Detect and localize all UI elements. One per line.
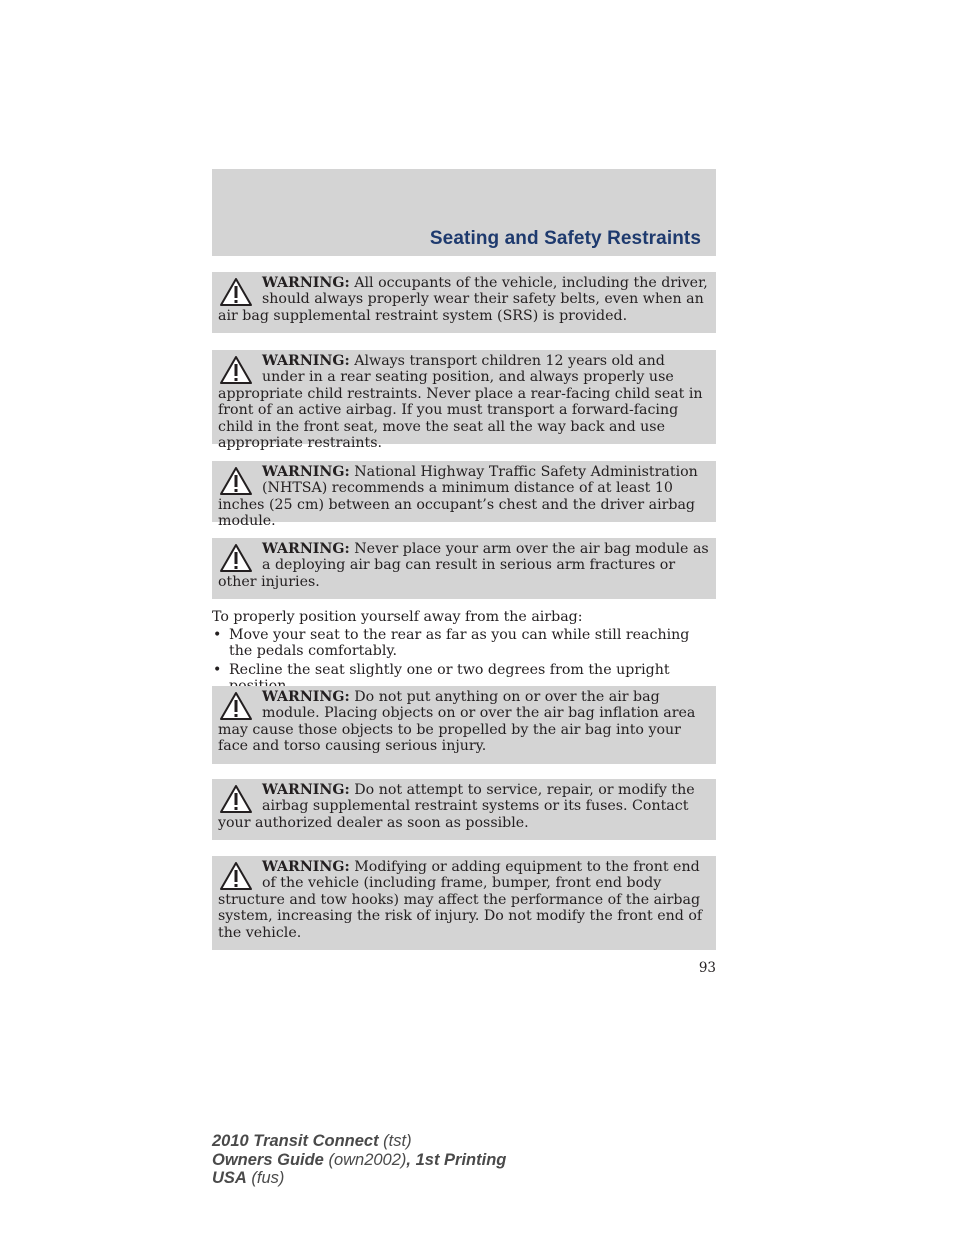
warning-triangle-icon [219,861,253,891]
warning-label: WARNING: [262,689,350,705]
warning-label: WARNING: [262,464,350,480]
warning-text: National Highway Traffic Safety Administration (NHTSA) recommends a minimum distance of at least 10 inches (25 cm) between an occupant’s chest and the driver airbag module. [218,464,698,530]
warning-text: Always transport children 12 years old and under in a rear seating position, and always properly use appropriate child restraints. Never place a rear-facing child seat in front of an active airbag. If you must transport a forward-facing child in the front seat, move the seat all the way back and use appropriate restraints. [218,353,703,452]
warning-text: Never place your arm over the air bag module as a deploying air bag can result in serious arm fractures or other injuries. [218,541,709,590]
warning-text: All occupants of the vehicle, including the driver, should always properly wear their safety belts, even when an air bag supplemental restraint system (SRS) is provided. [218,275,708,324]
warning-triangle-icon [219,355,253,385]
warning-label: WARNING: [262,353,350,369]
warning-box [212,779,716,840]
warning-box [212,461,716,530]
warning-text: Do not put anything on or over the air bag module. Placing objects on or over the air bag inflation area may cause those objects to be propelled by the air bag into your face and torso causing serious injury. [218,689,696,755]
intro-paragraph: To properly position yourself away from the airbag: [212,609,583,625]
section-header [212,169,716,256]
list-item: • Move your seat to the rear as far as you can while still reaching the pedals comfortably. [213,627,690,660]
warning-triangle-icon [219,784,253,814]
warning-triangle-icon [219,543,253,573]
warning-label: WARNING: [262,275,350,291]
footer-info [212,1132,506,1188]
warning-box [212,856,716,950]
warning-label: WARNING: [262,859,350,875]
warning-box [212,686,716,764]
list-item: • Recline the seat slightly one or two degrees from the upright [213,661,670,678]
footer-line: USA (fus) [212,1169,285,1187]
footer-line: 2010 Transit Connect (tst) [212,1132,412,1150]
warning-box [212,538,716,599]
warning-triangle-icon [219,691,253,721]
warning-text: Do not attempt to service, repair, or modify the airbag supplemental restraint systems or its fuses. Contact your authorized dealer as soon as possible. [218,782,695,831]
warning-box [212,272,716,333]
warning-triangle-icon [219,466,253,496]
page-number: 93 [698,960,716,976]
warning-triangle-icon [219,277,253,307]
warning-text: Modifying or adding equipment to the front end of the vehicle (including frame, bumper, front end body structure and tow hooks) may affect the performance of the airbag system, increasing the risk of injury. Do not modify the front end of the vehicle. [218,859,703,941]
warning-label: WARNING: [262,782,350,798]
warning-box [212,350,716,452]
section-title: Seating and Safety Restraints [429,228,701,249]
warning-label: WARNING: [262,541,350,557]
footer-line: Owners Guide (own2002), 1st Printing [212,1150,507,1169]
